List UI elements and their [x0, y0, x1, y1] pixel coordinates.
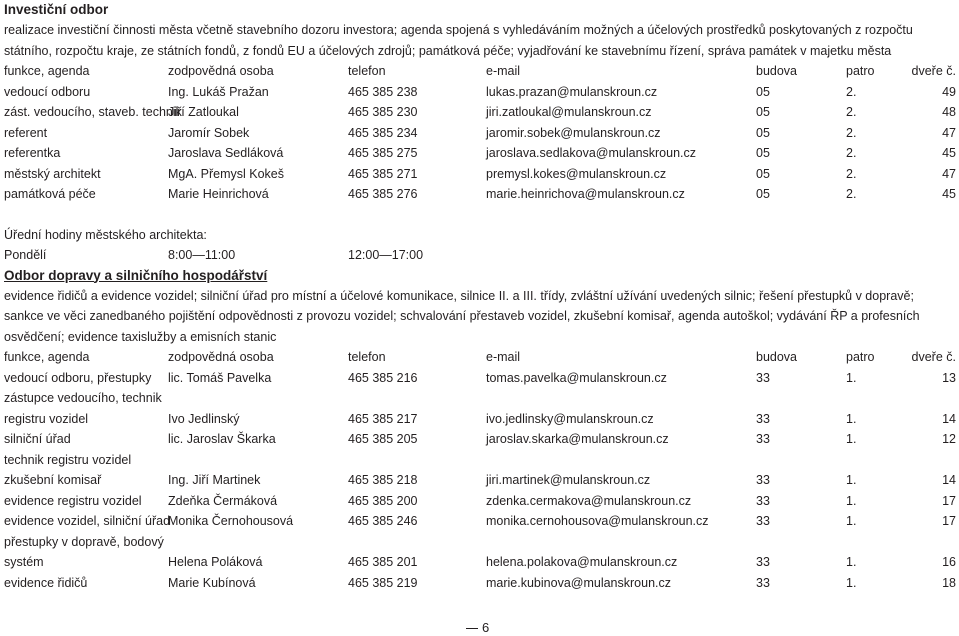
cell-phone: 465 385 201 — [348, 555, 418, 569]
cell-building: 05 — [756, 125, 770, 140]
header-function: funkce, agenda — [4, 350, 90, 364]
cell-email: marie.kubinova@mulanskroun.cz — [486, 575, 671, 590]
table-row — [4, 102, 956, 123]
header-door: dveře č. — [911, 350, 956, 364]
cell-person: Marie Heinrichová — [168, 187, 269, 201]
cell-email: jaroslava.sedlakova@mulanskroun.cz — [486, 146, 697, 160]
office-hours-slot-afternoon: 12:00—17:00 — [348, 248, 424, 262]
cell-floor: 1. — [846, 432, 857, 446]
cell-email: marie.heinrichova@mulanskroun.cz — [486, 187, 685, 201]
cell-person: Ing. Lukáš Pražan — [168, 84, 269, 99]
header-door: dveře č. — [911, 64, 956, 78]
cell-floor: 1. — [846, 514, 857, 528]
table-row — [4, 164, 956, 185]
cell-floor: 2. — [846, 125, 857, 140]
cell-building: 05 — [756, 166, 770, 181]
table-row — [4, 184, 956, 205]
cell-email: tomas.pavelka@mulanskroun.cz — [486, 370, 667, 385]
cell-person: Jaroslava Sedláková — [168, 146, 284, 160]
cell-email: premysl.kokes@mulanskroun.cz — [486, 166, 667, 181]
cell-door: 47 — [942, 166, 956, 181]
table-row — [4, 511, 956, 532]
cell-function: evidence řidičů — [4, 575, 88, 590]
section-spacer — [4, 205, 956, 225]
section-title-transport: Odbor dopravy a silničního hospodářství — [4, 267, 268, 283]
cell-person: MgA. Přemysl Kokeš — [168, 166, 285, 181]
office-hours-row — [4, 245, 956, 266]
header-person: zodpovědná osoba — [168, 64, 274, 78]
cell-building: 33 — [756, 473, 770, 487]
cell-door: 14 — [942, 473, 956, 487]
office-hours-slot-morning: 8:00—11:00 — [168, 248, 236, 262]
table-row — [4, 532, 956, 573]
cell-function: evidence registru vozidel — [4, 493, 142, 508]
cell-email: helena.polakova@mulanskroun.cz — [486, 555, 678, 569]
cell-phone: 465 385 217 — [348, 411, 418, 426]
cell-phone: 465 385 246 — [348, 514, 418, 528]
cell-phone: 465 385 218 — [348, 473, 418, 487]
cell-function: přestupky v dopravě, bodový systém — [4, 534, 164, 569]
header-phone: telefon — [348, 350, 386, 364]
cell-door: 47 — [942, 125, 956, 140]
cell-building: 33 — [756, 432, 770, 446]
cell-floor: 1. — [846, 555, 857, 569]
header-function: funkce, agenda — [4, 64, 90, 78]
header-building: budova — [756, 350, 798, 364]
cell-person: lic. Tomáš Pavelka — [168, 370, 272, 385]
office-hours-title: Úřední hodiny městského architekta: — [4, 227, 207, 242]
cell-person: Ivo Jedlinský — [168, 411, 240, 426]
cell-phone: 465 385 234 — [348, 125, 418, 140]
cell-door: 12 — [942, 432, 956, 446]
cell-function: evidence vozidel, silniční úřad — [4, 514, 171, 528]
office-hours-day: Pondělí — [4, 248, 47, 262]
cell-door: 17 — [942, 493, 956, 508]
header-floor: patro — [846, 350, 875, 364]
cell-function: technik registru vozidel zkušební komisař — [4, 452, 132, 487]
cell-door: 48 — [942, 105, 956, 119]
header-email: e-mail — [486, 64, 521, 78]
cell-building: 33 — [756, 555, 770, 569]
cell-building: 33 — [756, 493, 770, 508]
header-building: budova — [756, 64, 798, 78]
cell-phone: 465 385 205 — [348, 432, 418, 446]
cell-floor: 1. — [846, 575, 857, 590]
cell-floor: 1. — [846, 411, 857, 426]
cell-door: 49 — [942, 84, 956, 99]
cell-email: jaromir.sobek@mulanskroun.cz — [486, 125, 661, 140]
cell-email: lukas.prazan@mulanskroun.cz — [486, 84, 658, 99]
cell-building: 05 — [756, 146, 770, 160]
header-phone: telefon — [348, 64, 386, 78]
cell-function: městský architekt — [4, 166, 101, 181]
cell-person: Marie Kubínová — [168, 575, 256, 590]
cell-function: zást. vedoucího, staveb. technik — [4, 105, 182, 119]
cell-person: Jaromír Sobek — [168, 125, 250, 140]
cell-phone: 465 385 271 — [348, 166, 418, 181]
table-row — [4, 491, 956, 512]
table-row — [4, 573, 956, 594]
cell-floor: 2. — [846, 187, 857, 201]
cell-phone: 465 385 275 — [348, 146, 418, 160]
section-title-investment: Investiční odbor — [4, 2, 109, 17]
cell-door: 14 — [942, 411, 956, 426]
cell-building: 05 — [756, 84, 770, 99]
cell-door: 45 — [942, 146, 956, 160]
table-row — [4, 123, 956, 144]
cell-function: silniční úřad — [4, 432, 71, 446]
cell-email: jiri.martinek@mulanskroun.cz — [486, 473, 651, 487]
footer-dash — [466, 628, 478, 629]
table-row — [4, 388, 956, 429]
cell-building: 05 — [756, 187, 770, 201]
cell-building: 05 — [756, 105, 770, 119]
document-page — [4, 0, 956, 593]
header-floor: patro — [846, 64, 875, 78]
cell-person: Helena Poláková — [168, 555, 263, 569]
cell-building: 33 — [756, 370, 770, 385]
cell-phone: 465 385 230 — [348, 105, 418, 119]
cell-email: ivo.jedlinsky@mulanskroun.cz — [486, 411, 654, 426]
page-footer — [466, 620, 489, 636]
table-header-investment — [4, 61, 956, 82]
table-row — [4, 368, 956, 389]
cell-building: 33 — [756, 575, 770, 590]
table-row — [4, 450, 956, 491]
cell-function: vedoucí odboru — [4, 84, 91, 99]
cell-person: Monika Černohousová — [168, 514, 294, 528]
cell-building: 33 — [756, 411, 770, 426]
cell-email: jiri.zatloukal@mulanskroun.cz — [486, 105, 652, 119]
cell-phone: 465 385 219 — [348, 575, 418, 590]
section-description-investment: realizace investiční činnosti města včetně stavebního dozoru investora; agenda spojená s vyhledáváním možných a účelových prostředků poskytovaných z rozpočtu státního, rozpočtu kraje, ze státních fondů, z fondů EU a účelových zdrojů; památková péče; vyjadřování ke stavebnímu řízení, správa památek v majetku města — [4, 23, 913, 58]
cell-phone: 465 385 216 — [348, 370, 418, 385]
cell-function: referent — [4, 125, 48, 140]
table-row — [4, 429, 956, 450]
cell-person: Jiří Zatloukal — [168, 105, 239, 119]
cell-door: 17 — [942, 514, 956, 528]
cell-floor: 1. — [846, 370, 857, 385]
cell-door: 45 — [942, 187, 956, 201]
section-description-transport: evidence řidičů a evidence vozidel; silniční úřad pro místní a účelové komunikace, silnice II. a III. třídy, zvláštní užívání uvedených silnic; řešení přestupků v dopravě; sankce ve věci zanedbaného pojištění odpovědnosti z provozu vozidel; schvalování přestaveb vozidel, zkušební komisař, agenda autoškol; vydávání ŘP a profesních osvědčení; evidence taxislužby a emisních stanic — [4, 288, 920, 344]
cell-email: monika.cernohousova@mulanskroun.cz — [486, 514, 709, 528]
cell-person: Ing. Jiří Martinek — [168, 473, 261, 487]
cell-function: památková péče — [4, 187, 96, 201]
cell-floor: 1. — [846, 493, 857, 508]
cell-floor: 2. — [846, 105, 857, 119]
table-header-transport — [4, 347, 956, 368]
cell-phone: 465 385 276 — [348, 187, 418, 201]
table-row — [4, 143, 956, 164]
cell-door: 16 — [942, 555, 956, 569]
header-person: zodpovědná osoba — [168, 350, 274, 364]
cell-floor: 2. — [846, 166, 857, 181]
header-email: e-mail — [486, 350, 521, 364]
cell-person: lic. Jaroslav Škarka — [168, 432, 276, 446]
cell-email: jaroslav.skarka@mulanskroun.cz — [486, 432, 669, 446]
cell-function: referentka — [4, 146, 61, 160]
cell-door: 13 — [942, 370, 956, 385]
cell-function: zástupce vedoucího, technik registru vozidel — [4, 391, 162, 426]
cell-floor: 1. — [846, 473, 857, 487]
cell-floor: 2. — [846, 84, 857, 99]
page-number: 6 — [482, 620, 490, 635]
cell-function: vedoucí odboru, přestupky — [4, 370, 152, 385]
cell-phone: 465 385 238 — [348, 84, 418, 99]
cell-door: 18 — [942, 575, 956, 590]
cell-building: 33 — [756, 514, 770, 528]
table-row — [4, 82, 956, 103]
cell-email: zdenka.cermakova@mulanskroun.cz — [486, 493, 692, 508]
cell-person: Zdeňka Čermáková — [168, 493, 278, 508]
cell-floor: 2. — [846, 146, 857, 160]
cell-phone: 465 385 200 — [348, 493, 418, 508]
